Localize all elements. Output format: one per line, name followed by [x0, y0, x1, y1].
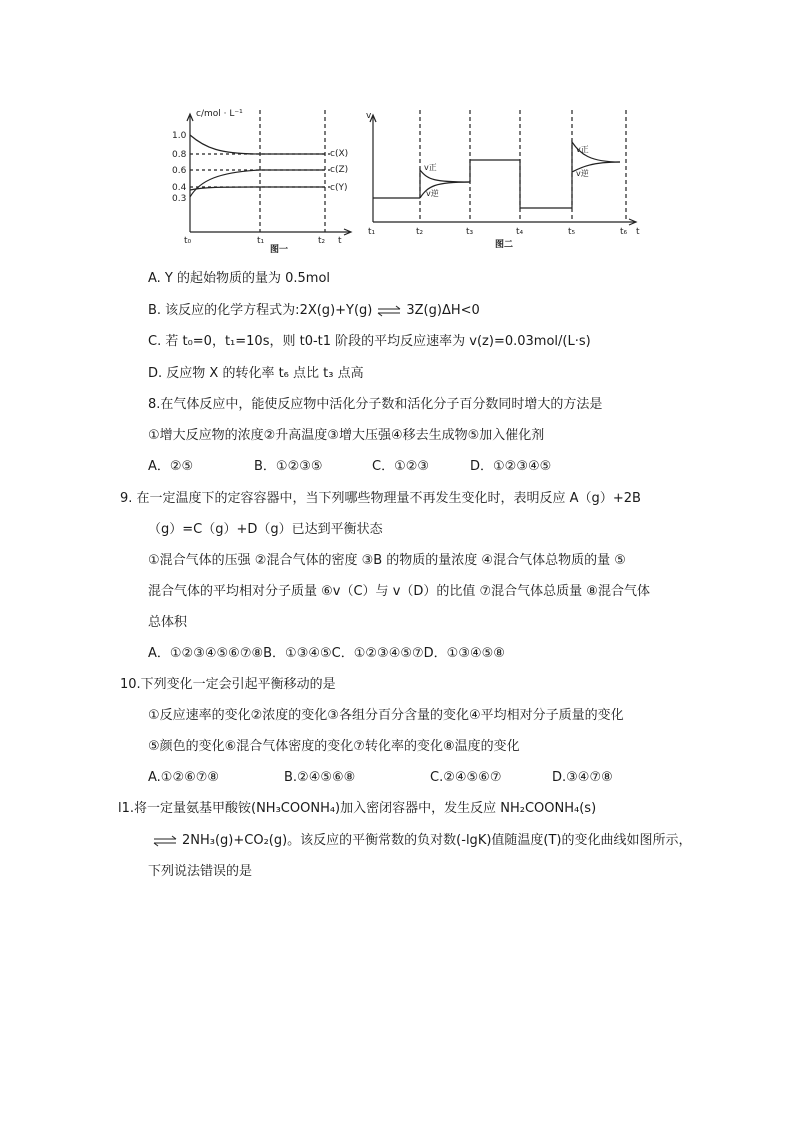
figures-svg	[172, 109, 660, 260]
fig2-caption: 图二	[495, 240, 514, 250]
q8-option-a: A．②⑤	[148, 459, 194, 474]
q7-option-c: C. 若 t₀=0，t₁=10s，则 t0-t1 阶段的平均反应速率为 v(z)=0.03mol/(L·s)	[148, 334, 591, 349]
q10-option-a: A.①②⑥⑦⑧	[148, 770, 220, 785]
q11-stem-line2	[148, 832, 692, 850]
q9-stem-line2: （g）=C（g）+D（g）已达到平衡状态	[148, 522, 383, 537]
figures-area	[172, 109, 660, 260]
fig1-xtick: t₁	[257, 236, 265, 246]
fig2-xtick: t₃	[466, 227, 474, 237]
q7-option-b-post: 3Z(g)ΔH<0	[406, 303, 480, 318]
q9-items-line2: 混合气体的平均相对分子质量 ⑥v（C）与 v（D）的比值 ⑦混合气体总质量 ⑧混合气体	[148, 584, 650, 599]
fig1-ytick: 0.4	[172, 183, 187, 193]
equilibrium-arrow-icon	[376, 306, 402, 316]
fig1-y-label: c/mol · L⁻¹	[196, 109, 243, 119]
fig2-xtick: t₄	[516, 227, 524, 237]
q11-stem-line3: 下列说法错误的是	[148, 864, 253, 879]
q10-stem: 10.下列变化一定会引起平衡移动的是	[120, 677, 336, 692]
q11-stem-line1: l1.将一定量氨基甲酸铵(NH₃COONH₄)加入密闭容器中，发生反应 NH₂COONH₄(s)	[118, 801, 597, 816]
fig1-ytick: 0.8	[172, 150, 187, 160]
fig1-curve-x	[190, 135, 325, 154]
q9-options: A．①②③④⑤⑥⑦⑧B．①③④⑤C．①②③④⑤⑦D．①③④⑤⑧	[148, 646, 505, 661]
fig1-ytick: 1.0	[172, 131, 187, 141]
fig2-xtick: t₆	[620, 227, 628, 237]
fig1-curve-label: c(X)	[330, 149, 349, 159]
figure-2	[370, 110, 636, 225]
q9-items-line1: ①混合气体的压强 ②混合气体的密度 ③B 的物质的量浓度 ④混合气体总物质的量 ⑤	[148, 553, 626, 568]
fig1-curve-z	[190, 170, 325, 197]
fig1-xtick: t₀	[184, 236, 192, 246]
fig1-ytick: 0.3	[172, 194, 187, 204]
fig1-xtick: t₂	[318, 236, 326, 246]
fig2-xtick: t	[636, 227, 640, 237]
q9-items-line3: 总体积	[148, 615, 188, 630]
fig2-xtick: t₅	[568, 227, 576, 237]
q10-option-d: D.③④⑦⑧	[552, 770, 613, 785]
fig2-labels	[366, 111, 640, 250]
fig1-xtick: t	[338, 236, 342, 246]
fig2-label: v逆	[426, 189, 439, 198]
figure-1	[187, 110, 351, 235]
equilibrium-arrow-icon	[152, 836, 178, 846]
q8-option-b: B．①②③⑤	[254, 459, 323, 474]
q10-items-line2: ⑤颜色的变化⑥混合气体密度的变化⑦转化率的变化⑧温度的变化	[148, 739, 520, 754]
q10-option-c: C.②④⑤⑥⑦	[430, 770, 502, 785]
q7-option-a: A. Y 的起始物质的量为 0.5mol	[148, 271, 331, 286]
fig1-curve-y	[190, 187, 325, 190]
q10-items-line1: ①反应速率的变化②浓度的变化③各组分百分含量的变化④平均相对分子质量的变化	[148, 708, 624, 723]
fig2-label: v逆	[576, 169, 589, 178]
q8-items: ①增大反应物的浓度②升高温度③增大压强④移去生成物⑤加入催化剂	[148, 428, 545, 443]
fig2-seg-3-4	[470, 160, 572, 208]
fig1-ytick: 0.6	[172, 166, 187, 176]
fig2-xtick: t₂	[416, 227, 424, 237]
fig2-xtick: t₁	[368, 227, 376, 237]
q7-option-d: D. 反应物 X 的转化率 t₆ 点比 t₃ 点高	[148, 366, 364, 381]
fig1-curve-label: c(Z)	[330, 165, 349, 175]
fig1-curve-label: c(Y)	[330, 183, 348, 193]
q8-option-d: D．①②③④⑤	[470, 459, 552, 474]
q8-stem: 8.在气体反应中，能使反应物中活化分子数和活化分子百分数同时增大的方法是	[148, 397, 603, 412]
fig2-label: v正	[424, 163, 437, 172]
q9-stem-line1: 9. 在一定温度下的定容容器中，当下列哪些物理量不再发生变化时，表明反应 A（g）+2B	[120, 491, 641, 506]
fig2-label: v正	[576, 145, 589, 154]
q7-option-b	[148, 302, 480, 320]
q10-option-b: B.②④⑤⑥⑧	[284, 770, 356, 785]
fig1-caption: 图一	[270, 245, 289, 255]
q11-stem-line2-text: 2NH₃(g)+CO₂(g)。该反应的平衡常数的负对数(-lgK)值随温度(T)的变化曲线如图所示，	[182, 833, 692, 848]
q8-option-c: C．①②③	[372, 459, 430, 474]
q7-option-b-pre: B. 该反应的化学方程式为:2X(g)+Y(g)	[148, 303, 373, 318]
fig2-y-label: v	[366, 111, 372, 121]
